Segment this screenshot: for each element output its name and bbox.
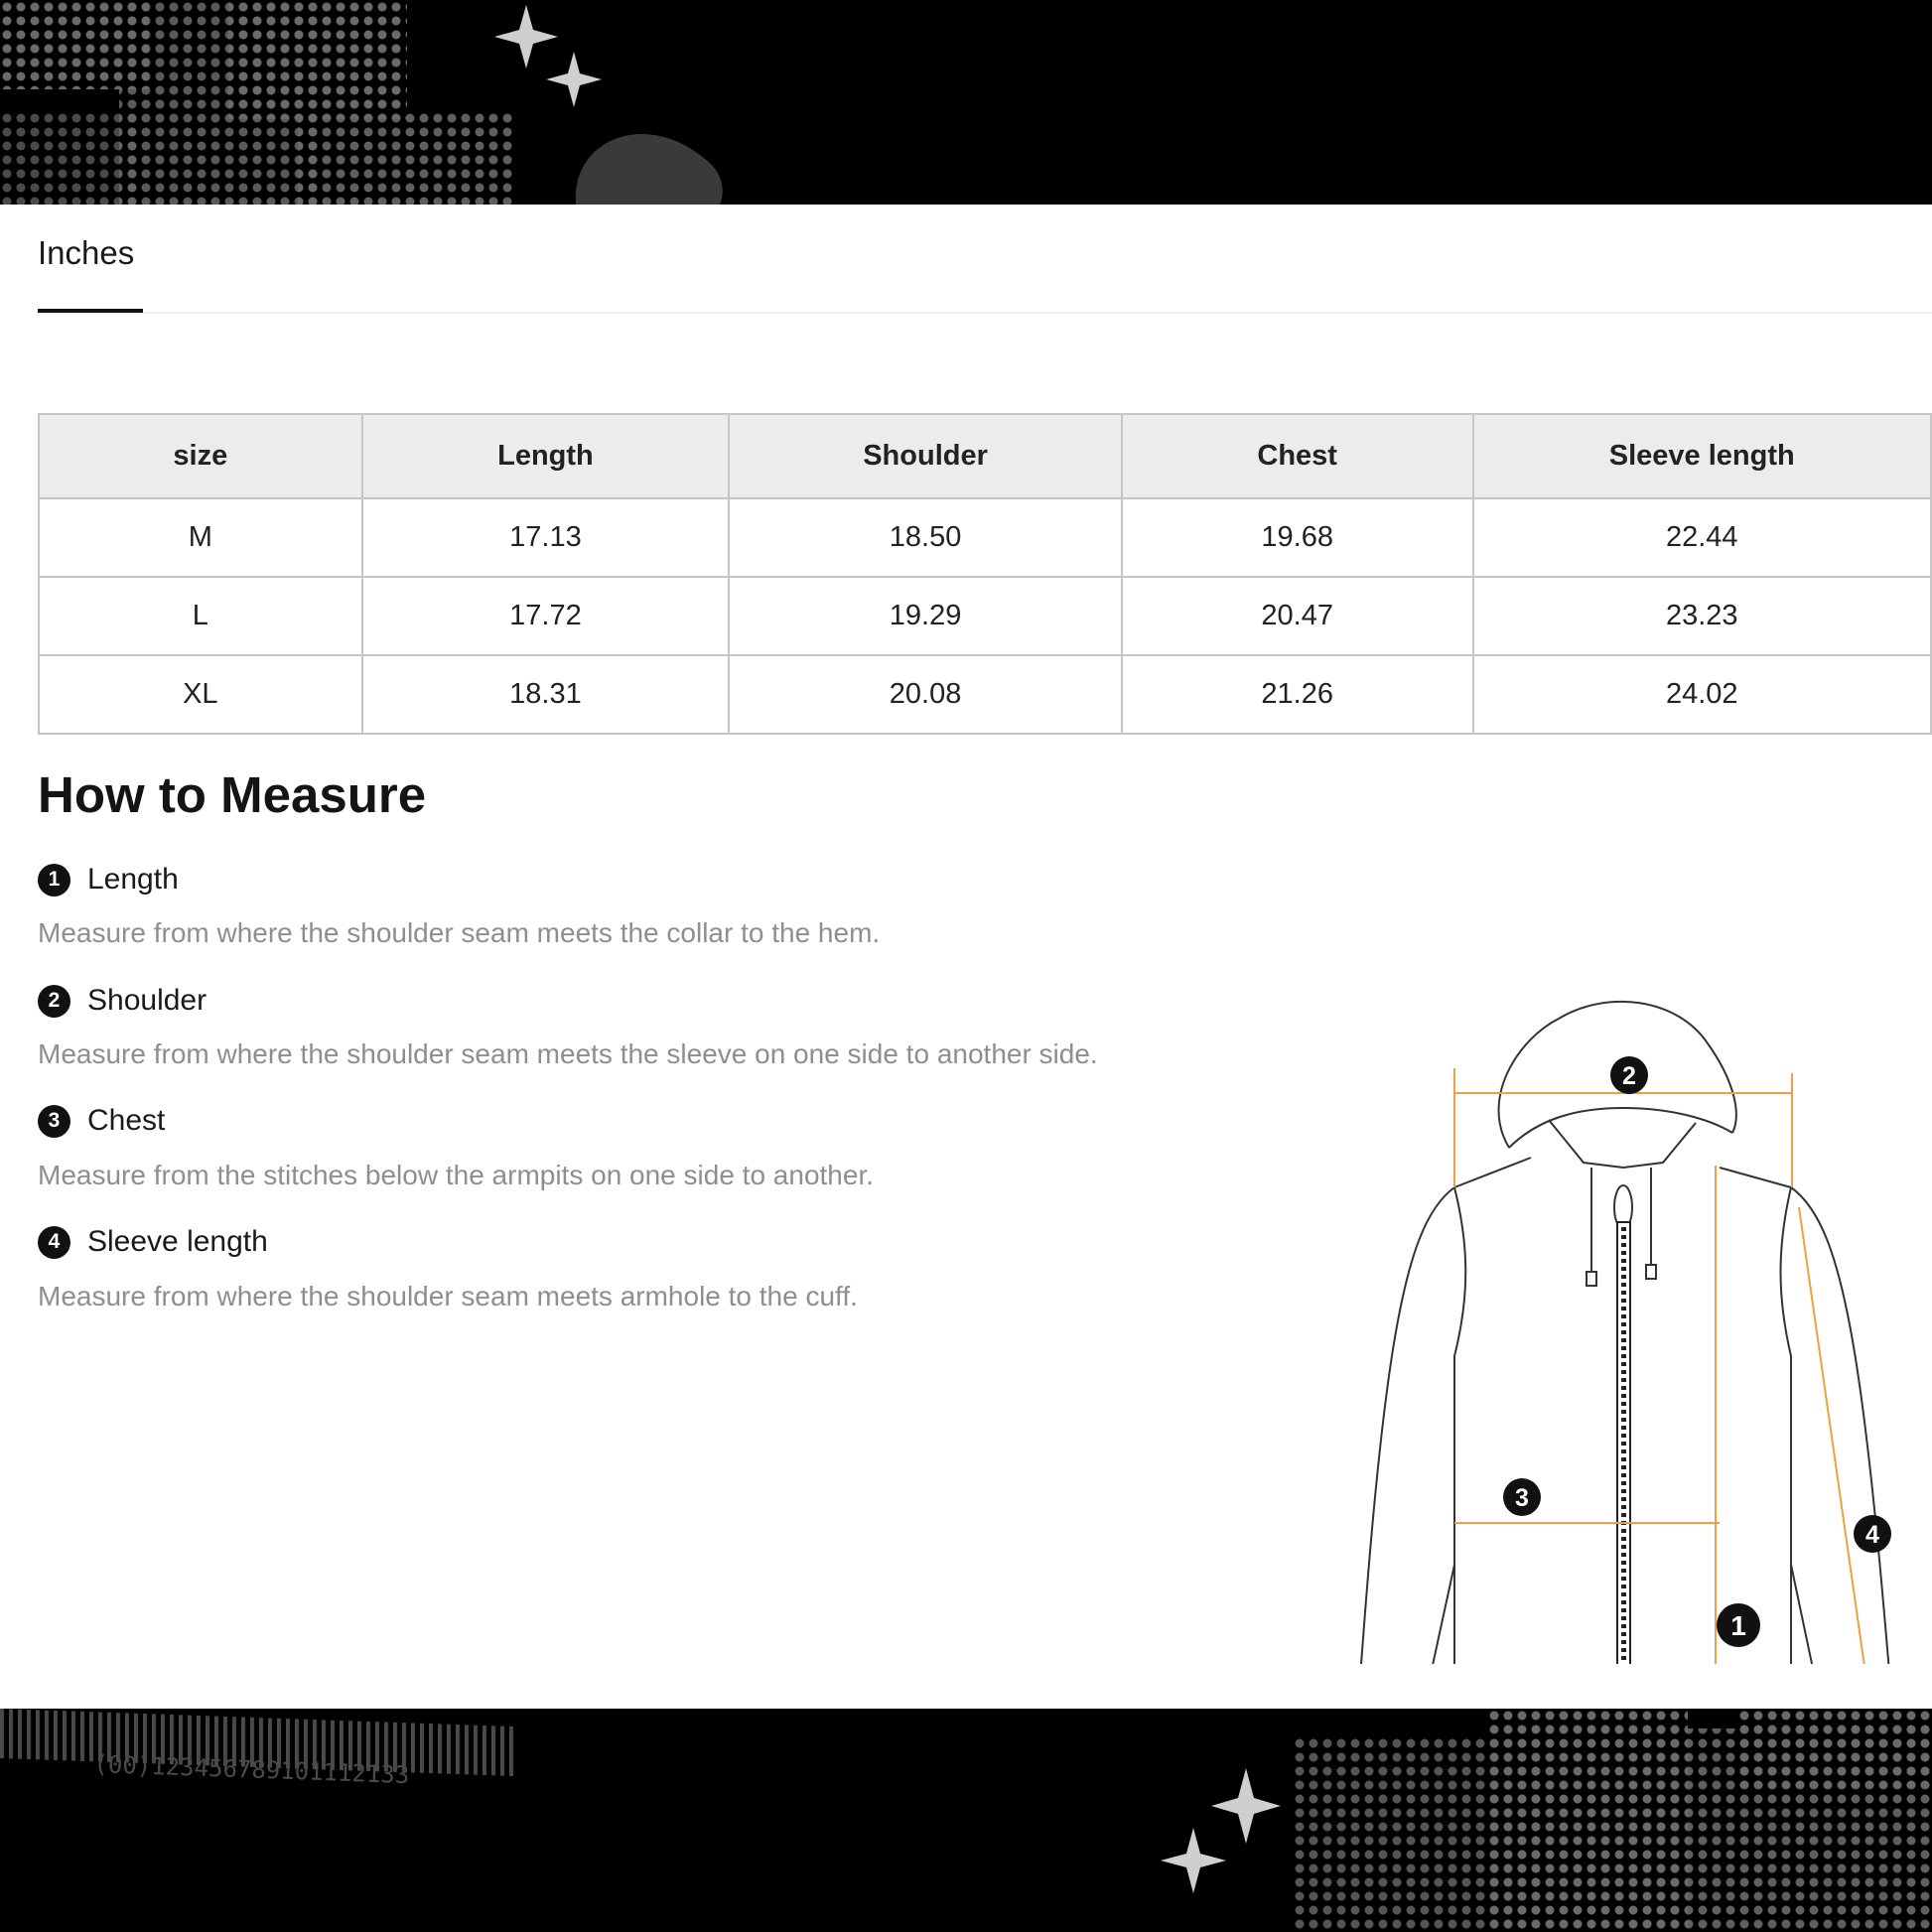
number-badge-icon: 4 bbox=[38, 1226, 70, 1259]
tab-inches[interactable]: Inches bbox=[38, 234, 135, 271]
top-decor-banner bbox=[0, 0, 1932, 205]
table-cell: 18.31 bbox=[362, 655, 730, 734]
how-to-measure-title: How to Measure bbox=[38, 766, 427, 823]
units-tab-bar bbox=[38, 205, 1932, 314]
column-header: size bbox=[39, 414, 362, 498]
table-cell: 23.23 bbox=[1473, 577, 1932, 655]
number-badge-icon: 1 bbox=[38, 864, 70, 897]
measure-item-sleeve-length bbox=[38, 1222, 268, 1262]
table-cell: L bbox=[39, 577, 362, 655]
column-header: Sleeve length bbox=[1473, 414, 1932, 498]
measure-description: Measure from where the shoulder seam meets the sleeve on one side to another side. bbox=[38, 1038, 1098, 1069]
measure-description: Measure from where the shoulder seam meets the collar to the hem. bbox=[38, 917, 881, 948]
marker-label: 4 bbox=[1865, 1521, 1879, 1549]
hoodie-diagram-icon bbox=[1311, 870, 1932, 1664]
sparkle-icon bbox=[1161, 1768, 1281, 1893]
measure-label: Chest bbox=[87, 1104, 166, 1137]
measure-item-shoulder bbox=[38, 981, 207, 1021]
halftone-pattern-bottom bbox=[0, 1709, 1932, 1932]
table-cell: 17.72 bbox=[362, 577, 730, 655]
marker-label: 2 bbox=[1622, 1062, 1636, 1090]
measure-item-chest bbox=[38, 1101, 165, 1141]
measure-description: Measure from where the shoulder seam meets armhole to the cuff. bbox=[38, 1281, 858, 1311]
table-row bbox=[39, 498, 1931, 577]
table-cell: 18.50 bbox=[729, 498, 1122, 577]
table-cell: 19.68 bbox=[1122, 498, 1473, 577]
bottom-decor-banner bbox=[0, 1709, 1932, 1932]
table-row bbox=[39, 655, 1931, 734]
table-cell: 21.26 bbox=[1122, 655, 1473, 734]
sparkle-icon bbox=[494, 5, 602, 107]
measure-label: Shoulder bbox=[87, 984, 207, 1017]
table-cell: 22.44 bbox=[1473, 498, 1932, 577]
column-header: Length bbox=[362, 414, 730, 498]
number-badge-icon: 2 bbox=[38, 985, 70, 1018]
marker-label: 3 bbox=[1515, 1484, 1529, 1512]
table-row bbox=[39, 577, 1931, 655]
measure-item-length bbox=[38, 860, 179, 899]
measure-description: Measure from the stitches below the armpits on one side to another. bbox=[38, 1160, 875, 1190]
marker-label: 1 bbox=[1730, 1610, 1746, 1641]
table-cell: XL bbox=[39, 655, 362, 734]
halftone-pattern-top bbox=[0, 0, 1932, 205]
barcode-text: (00)123456789101112133 bbox=[93, 1750, 410, 1790]
table-cell: 20.47 bbox=[1122, 577, 1473, 655]
measure-label: Sleeve length bbox=[87, 1225, 268, 1258]
size-guide-panel bbox=[0, 205, 1932, 1709]
table-cell: 20.08 bbox=[729, 655, 1122, 734]
table-cell: 17.13 bbox=[362, 498, 730, 577]
number-badge-icon: 3 bbox=[38, 1105, 70, 1138]
table-cell: 24.02 bbox=[1473, 655, 1932, 734]
size-table bbox=[38, 413, 1932, 735]
measure-label: Length bbox=[87, 863, 179, 896]
column-header: Chest bbox=[1122, 414, 1473, 498]
table-cell: 19.29 bbox=[729, 577, 1122, 655]
active-tab-indicator bbox=[38, 309, 143, 313]
table-cell: M bbox=[39, 498, 362, 577]
table-header-row bbox=[39, 414, 1931, 498]
column-header: Shoulder bbox=[729, 414, 1122, 498]
